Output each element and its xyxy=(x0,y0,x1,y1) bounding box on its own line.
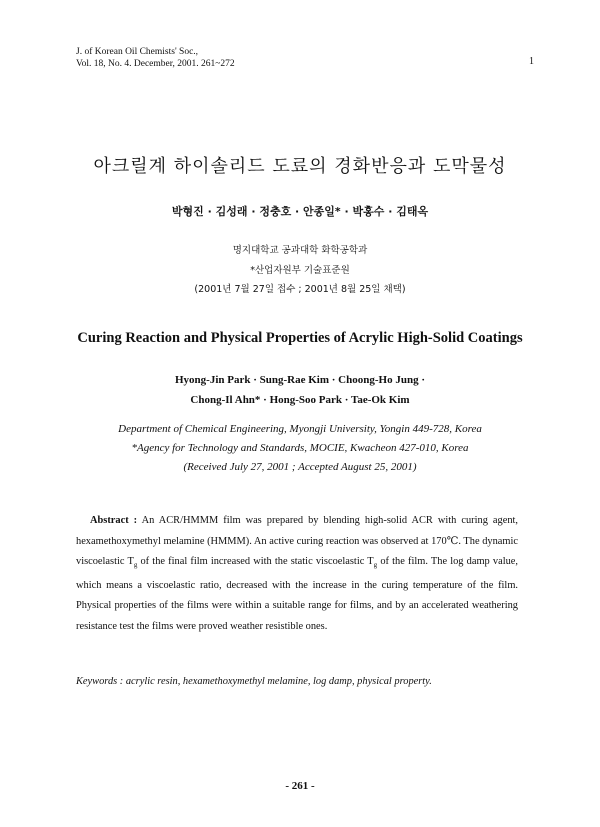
korean-affiliation-1: 명지대학교 공과대학 화학공학과 xyxy=(232,245,368,256)
keywords xyxy=(76,676,526,687)
abstract-text-3: of the film. The log damp value, which means a viscoelastic ratio, decreased with the increase in the curing temperature of the film. Physical properties of the films were within a suitable range for films, and by an accelerated weathering resistance test the films were proved weather resistible ones. xyxy=(76,556,519,632)
abstract-text-1: An ACR/HMMM film was prepared by blending high-solid ACR with curing agent, hexamethoxymethyl melamine (HMMM). An active curing reaction was observed at 170℃. The dynamic viscoelastic T xyxy=(76,515,519,567)
korean-title: 아크릴계 하이솔리드 도료의 경화반응과 도막물성 xyxy=(93,156,507,177)
page-number: 1 xyxy=(529,56,534,67)
english-authors-line-1: Hyong-Jin Park · Sung-Rae Kim · Choong-Ho Jung · xyxy=(175,374,425,386)
abstract-subscript-1: g xyxy=(133,561,138,570)
english-affiliation-2: *Agency for Technology and Standards, MOCIE, Kwacheon 427-010, Korea xyxy=(131,442,469,454)
korean-authors: 박형진 · 김성래 · 정충호 · 안종일* · 박홍수 · 김태옥 xyxy=(171,205,429,218)
english-affiliation-1: Department of Chemical Engineering, Myongji University, Yongin 449-728, Korea xyxy=(118,423,482,435)
abstract-subscript-2: g xyxy=(373,561,378,570)
page-footer-number: - 261 - xyxy=(285,780,315,792)
abstract-text-2: of the final film increased with the static viscoelastic T xyxy=(137,556,374,567)
journal-line-2: Vol. 18, No. 4. December, 2001. 261~272 xyxy=(76,59,235,69)
korean-affiliation-2: *산업자원부 기술표준원 xyxy=(250,265,350,276)
english-title: Curing Reaction and Physical Properties of Acrylic High-Solid Coatings xyxy=(77,330,523,346)
abstract xyxy=(76,511,518,637)
korean-received-dates: (2001년 7월 27일 접수 ; 2001년 8월 25일 채택) xyxy=(194,284,406,295)
keywords-label: Keywords : xyxy=(76,676,124,687)
keywords-text: acrylic resin, hexamethoxymethyl melamine, log damp, physical property. xyxy=(125,676,432,687)
english-received-dates: (Received July 27, 2001 ; Accepted August 25, 2001) xyxy=(183,461,417,473)
journal-line-1: J. of Korean Oil Chemists' Soc., xyxy=(76,47,199,57)
abstract-label: Abstract : xyxy=(90,515,138,526)
english-authors-line-2: Chong-Il Ahn* · Hong-Soo Park · Tae-Ok Kim xyxy=(190,394,410,406)
journal-citation xyxy=(76,46,235,70)
